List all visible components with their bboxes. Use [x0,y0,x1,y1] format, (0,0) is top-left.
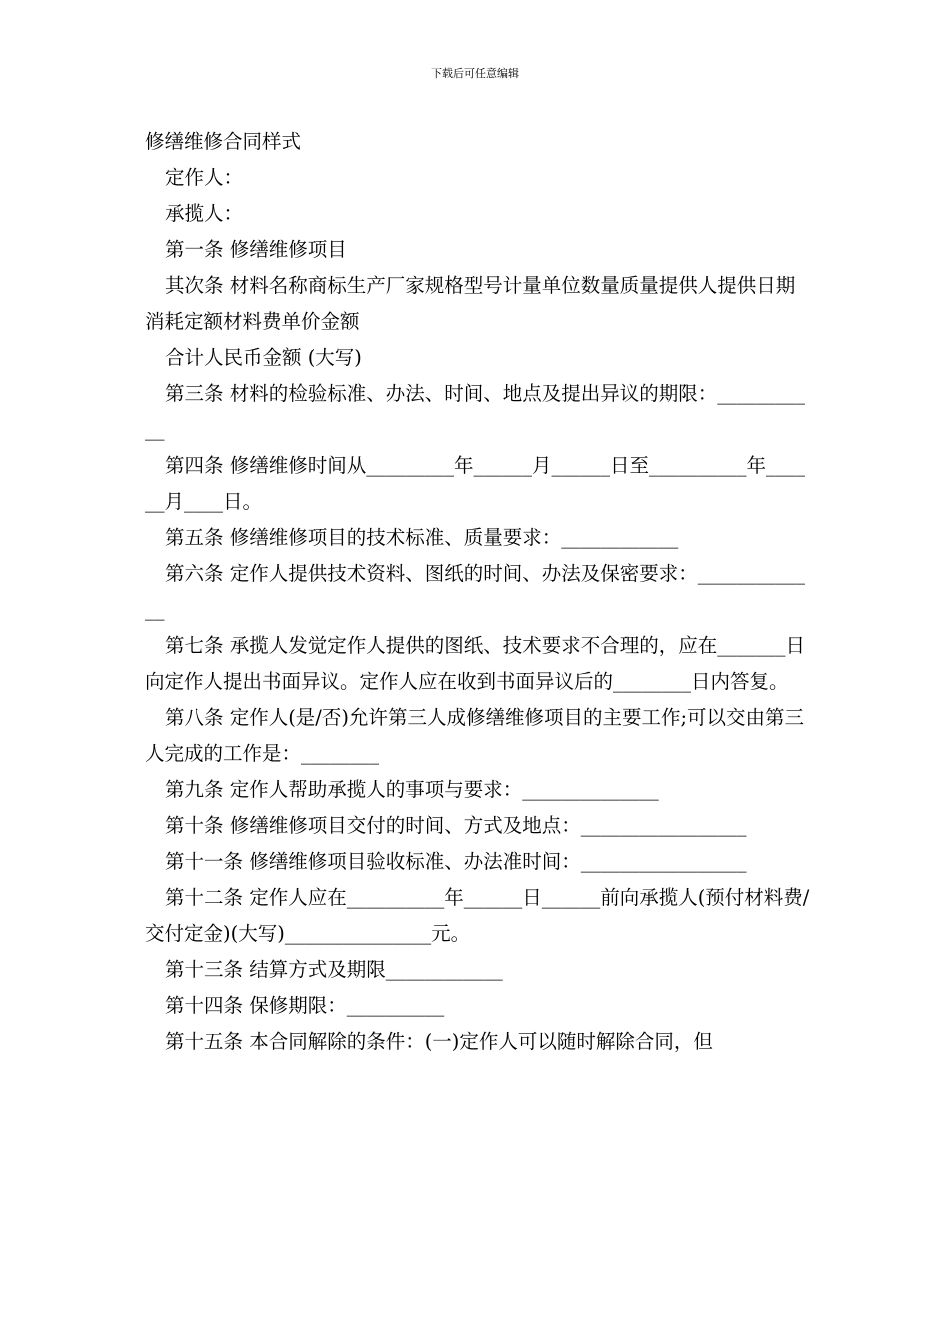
clause-paragraph: 第十三条 结算方式及期限____________ [165,958,503,981]
clause-paragraph: 第十条 修缮维修项目交付的时间、方式及地点：_________________ [165,814,747,837]
clause-paragraph: 承揽人： [165,202,244,225]
clause-paragraph: 第九条 定作人帮助承揽人的事项与要求：______________ [165,778,659,801]
clause-paragraph: 第三条 材料的检验标准、办法、时间、地点及提出异议的期限：___________ [145,382,805,441]
clause-paragraph: 第八条 定作人(是/否)允许第三人成修缮维修项目的主要工作;可以交由第三人完成的工作是：________ [145,706,805,765]
contract-body [145,124,810,1060]
document-title: 修缮维修合同样式 [145,130,302,153]
clause-paragraph: 第一条 修缮维修项目 [165,238,347,261]
clause-paragraph: 第六条 定作人提供技术资料、图纸的时间、办法及保密要求：_____________ [145,562,805,621]
clause-paragraph: 第四条 修缮维修时间从_________年______月______日至__________年______月____日。 [145,454,805,513]
clause-paragraph: 第五条 修缮维修项目的技术标准、质量要求：____________ [165,526,679,549]
clause-paragraph: 其次条 材料名称商标生产厂家规格型号计量单位数量质量提供人提供日期消耗定额材料费单价金额 [145,274,796,333]
page-header-note: 下载后可任意编辑 [431,67,519,80]
clause-paragraph: 第十四条 保修期限：__________ [165,994,445,1017]
clause-paragraph: 第十五条 本合同解除的条件：(一)定作人可以随时解除合同，但 [165,1030,713,1053]
clause-paragraph: 第七条 承揽人发觉定作人提供的图纸、技术要求不合理的，应在_______日向定作人提出书面异议。定作人应在收到书面异议后的________日内答复。 [145,634,805,693]
clause-paragraph: 第十一条 修缮维修项目验收标准、办法准时间：_________________ [165,850,747,873]
clause-paragraph: 定作人： [165,166,244,189]
clause-paragraph: 第十二条 定作人应在__________年______日______前向承揽人(预付材料费/交付定金)(大写)_______________元。 [145,886,810,945]
clause-paragraph: 合计人民币金额 (大写) [165,346,362,369]
